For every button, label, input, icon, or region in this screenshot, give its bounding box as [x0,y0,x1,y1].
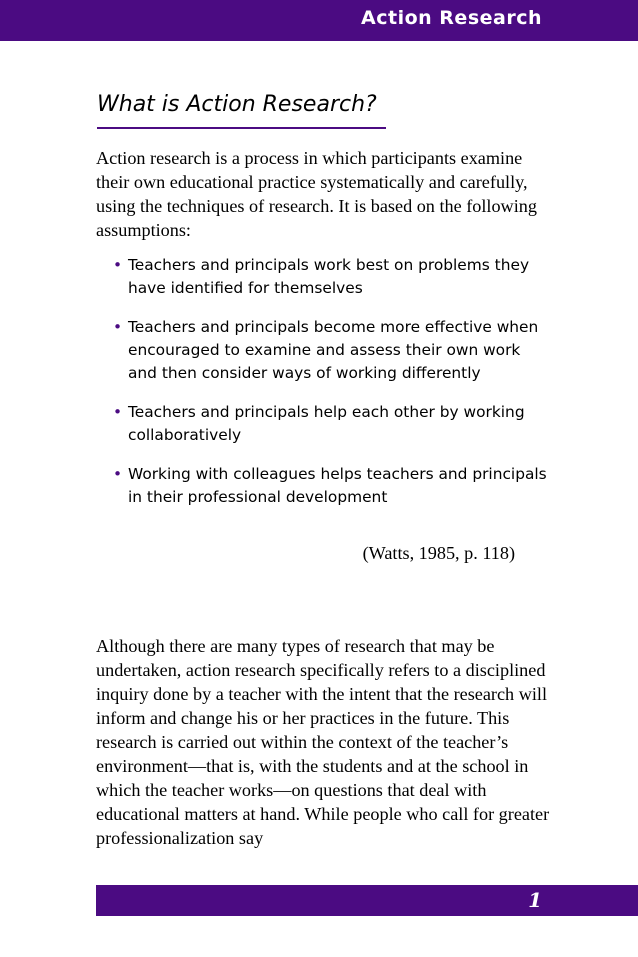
assumption-text: Teachers and principals help each other by working collaboratively [128,403,525,444]
citation: (Watts, 1985, p. 118) [362,543,515,563]
assumption-text: Working with colleagues helps teachers and principals in their professional development [128,465,547,506]
header-bar [0,0,638,41]
list-item [113,463,553,509]
list-item [113,316,553,385]
bullet-icon: • [113,318,123,336]
assumption-text: Teachers and principals become more effective when encouraged to examine and assess their own work and then consider ways of working differently [128,318,539,382]
footer-bar [96,885,638,916]
bullet-icon: • [113,256,123,274]
page-number: 1 [528,888,542,912]
bullet-icon: • [113,465,123,483]
assumption-list [113,254,553,525]
running-header-title: Action Research [361,7,542,29]
assumption-text: Teachers and principals work best on problems they have identified for themselves [128,256,530,297]
list-item [113,254,553,300]
section-heading: What is Action Research? [97,92,377,117]
intro-paragraph: Action research is a process in which participants examine their own educational practice systematically and carefully, using the techniques of research. It is based on the following assumptions: [96,148,537,240]
bullet-icon: • [113,403,123,421]
heading-underline [97,127,386,129]
list-item [113,401,553,447]
body-paragraph: Although there are many types of research that may be undertaken, action research specifically refers to a disciplined inquiry done by a teacher with the intent that the research will inform and change his or her practices in the future. This research is carried out within the context of the teacher’s environment—that is, with the students and at the school in which the teacher works—on questions that deal with educational matters at hand. While people who call for greater professionalization say [96,636,550,848]
